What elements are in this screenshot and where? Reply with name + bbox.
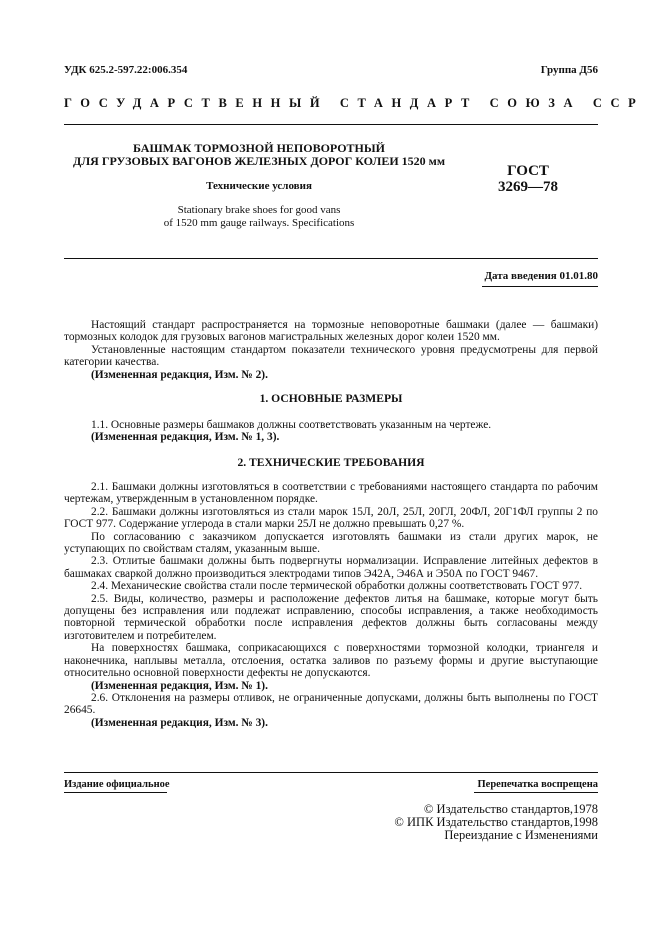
section-2-heading: 2. ТЕХНИЧЕСКИЕ ТРЕБОВАНИЯ (237, 456, 425, 469)
english-title-line-2: of 1520 mm gauge railways. Specifications (163, 217, 355, 229)
date-underline (482, 286, 598, 287)
footer-rule (64, 772, 598, 773)
title-line-1: БАШМАК ТОРМОЗНОЙ НЕПОВОРОТНЫЙ (133, 141, 385, 155)
subtitle: Технические условия (206, 180, 312, 192)
section-1-body (64, 419, 598, 444)
section-1-heading: 1. ОСНОВНЫЕ РАЗМЕРЫ (259, 392, 403, 405)
clause-paragraph: 2.1. Башмаки должны изготовляться в соответствии с требованиями настоящего стандарта по рабочим чертежам, утвержденным в установленном порядке. (64, 481, 598, 506)
intro-paragraph: Настоящий стандарт распространяется на тормозные неповоротные башмаки (далее — башмаки) тормозных колодок для грузовых вагонов магистральных железных дорог колеи 1520 мм. (64, 319, 598, 344)
clause-paragraph: 2.4. Механические свойства стали после термической обработки должны соответствовать ГОСТ 977. (91, 580, 583, 593)
official-underline (64, 792, 167, 793)
amendment-note: (Измененная редакция, Изм. № 1, 3). (91, 431, 280, 444)
clause-paragraph: 2.5. Виды, количество, размеры и расположение дефектов литья на башмаке, которые могут быть допущены без исправления или подлежат исправлению, способы исправления, а также необходимость повторной термической обработки после исправления дефектов должны быть согласованы между изготовителем и потребителем. (64, 592, 598, 642)
reprint-underline (474, 792, 598, 793)
official-edition: Издание официальное (64, 779, 170, 790)
intro-block (64, 319, 598, 381)
clause-paragraph: По согласованию с заказчиком допускается изготовлять башмаки из стали других марок, не уступающих по свойствам сталям, указанным выше. (64, 530, 598, 556)
amendment-note: (Измененная редакция, Изм. № 3). (91, 716, 268, 729)
header-rule (64, 124, 598, 125)
gost-label: ГОСТ (507, 163, 549, 179)
amendment-note: (Измененная редакция, Изм. № 1). (91, 679, 268, 692)
amendment-note: (Измененная редакция, Изм. № 2). (91, 368, 268, 381)
group-code: Группа Д56 (540, 64, 598, 76)
copyright-1998: © ИПК Издательство стандартов,1998 (394, 815, 598, 829)
clause-paragraph: 2.3. Отлитые башмаки должны быть подвергнуты нормализации. Исправление литейных дефектов в башмаках сваркой должно производиться электродами типов Э42А, Э46А и Э50А по ГОСТ 9467. (64, 555, 598, 580)
title-rule (64, 258, 598, 259)
reprint-notice: Перепечатка воспрещена (477, 779, 598, 790)
clause-paragraph: 2.2. Башмаки должны изготовляться из стали марок 15Л, 20Л, 25Л, 20ГЛ, 20ФЛ, 20Г1ФЛ группы 2 по ГОСТ 977. Содержание углерода в стали марки 25Л не должно превышать 0,27 %. (64, 505, 598, 531)
reissue-note: Переиздание с Изменениями (444, 828, 598, 842)
effective-date: Дата введения 01.01.80 (484, 270, 598, 282)
udk-code: УДК 625.2-597.22:006.354 (64, 64, 188, 76)
state-standard-banner: ГОСУДАРСТВЕННЫЙ СТАНДАРТ СОЮЗА ССР (64, 96, 645, 110)
clause-paragraph: На поверхностях башмака, соприкасающихся с поверхностями тормозной колодки, триангеля и наконечника, наплывы металла, отслоения, остатка заливов по разъему формы и другие выступающие относительно основной поверхности дефекты не допускаются. (64, 642, 598, 680)
intro-paragraph: Установленные настоящим стандартом показатели технического уровня предусмотрены для первой категории качества. (64, 343, 598, 369)
gost-number: 3269—78 (498, 179, 558, 195)
title-line-2: ДЛЯ ГРУЗОВЫХ ВАГОНОВ ЖЕЛЕЗНЫХ ДОРОГ КОЛЕИ 1520 мм (72, 154, 446, 168)
english-title-line-1: Stationary brake shoes for good vans (177, 204, 341, 216)
clause-paragraph: 1.1. Основные размеры башмаков должны соответствовать указанным на чертеже. (91, 419, 492, 431)
copyright-1978: © Издательство стандартов,1978 (423, 802, 598, 816)
clause-paragraph: 2.6. Отклонения на размеры отливок, не ограниченные допусками, должны быть выполнены по ГОСТ 26645. (64, 691, 598, 717)
section-2-body (64, 481, 598, 729)
